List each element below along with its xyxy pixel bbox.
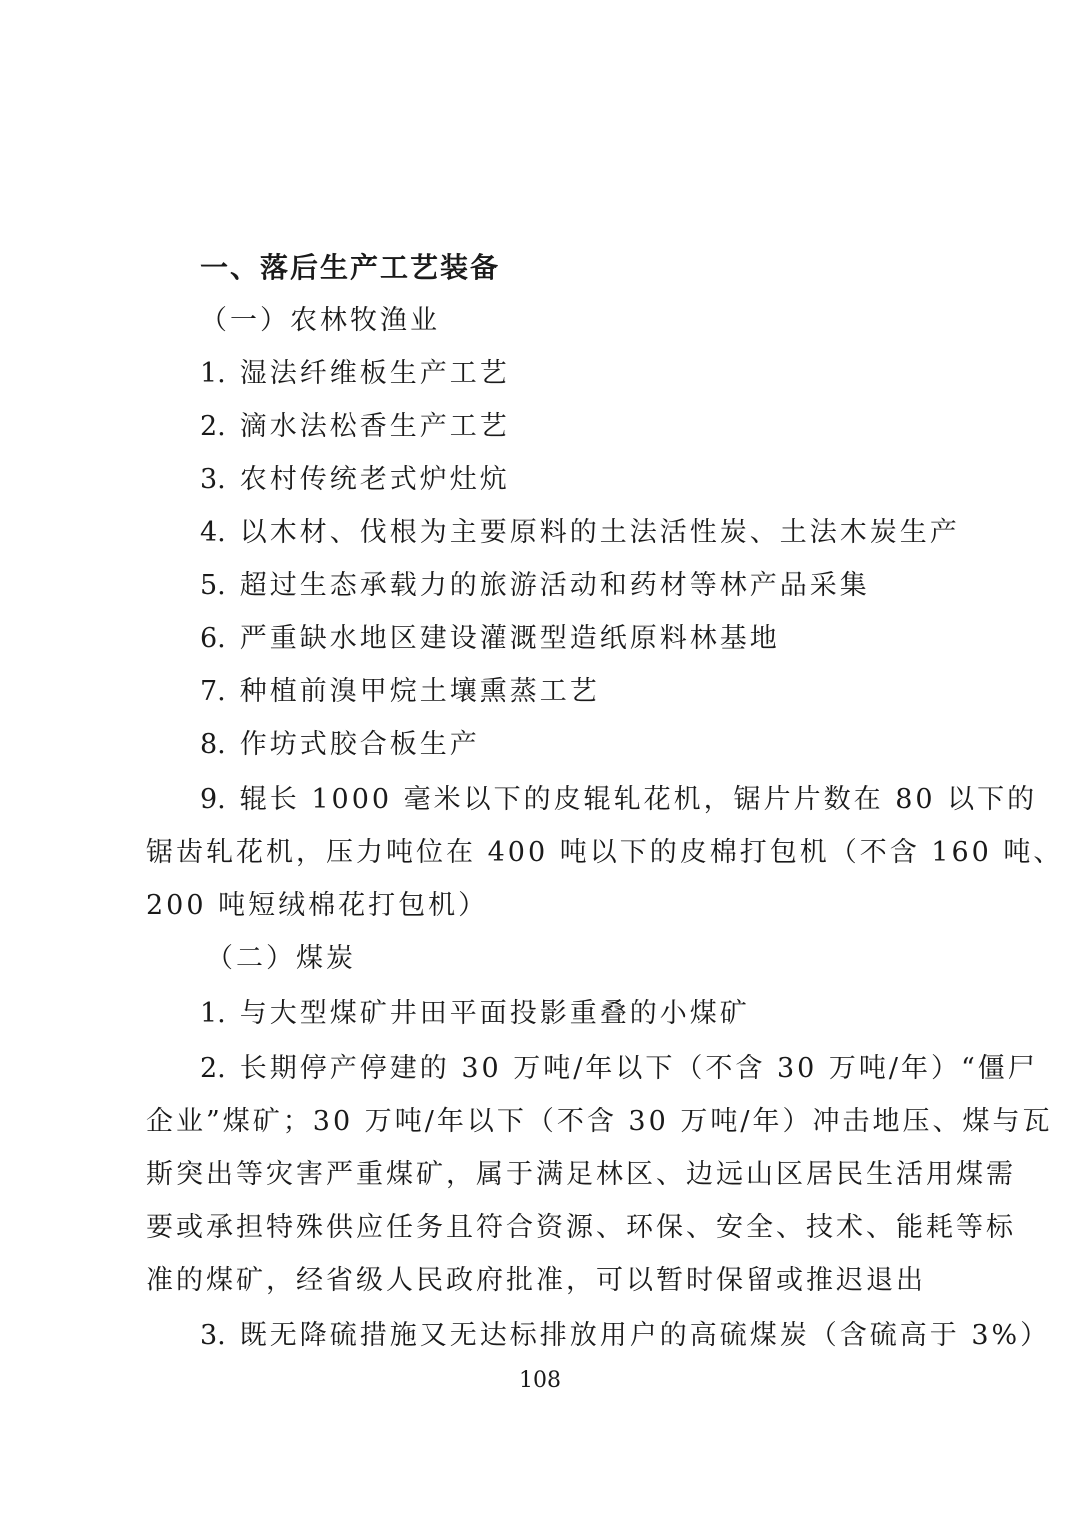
list-item: [200, 356, 510, 392]
list-item-number: 7.: [200, 676, 226, 707]
list-item-number: 8.: [200, 729, 226, 760]
list-item-text: 种植前溴甲烷土壤熏蒸工艺: [239, 676, 600, 707]
list-item-number: 3.: [200, 464, 226, 495]
list-item: [200, 1318, 1051, 1354]
list-item-2-line-3: 斯突出等灾害严重煤矿，属于满足林区、边远山区居民生活用煤需: [146, 1159, 1016, 1190]
list-item: [200, 674, 600, 710]
list-item-text: 农村传统老式炉灶炕: [239, 464, 510, 495]
list-item-text: 辊长 1000 毫米以下的皮辊轧花机，锯片片数在 80 以下的: [239, 784, 1038, 815]
list-item-text: 作坊式胶合板生产: [239, 729, 480, 760]
subsection-title-agriculture: （一）农林牧渔业: [200, 305, 440, 336]
list-item: [200, 568, 870, 604]
list-item-2-line-4: 要或承担特殊供应任务且符合资源、环保、安全、技术、能耗等标: [146, 1212, 1016, 1243]
list-item-9-line-2: 锯齿轧花机，压力吨位在 400 吨以下的皮棉打包机（不含 160 吨、: [146, 837, 1064, 868]
list-item: [200, 462, 510, 498]
section-heading: 一、落后生产工艺装备: [200, 251, 501, 284]
list-item-text: 长期停产停建的 30 万吨/年以下（不含 30 万吨/年）“僵尸: [239, 1053, 1038, 1084]
list-item: [200, 515, 960, 551]
list-item-number: 6.: [200, 623, 226, 654]
list-item-text: 严重缺水地区建设灌溉型造纸原料林基地: [239, 623, 780, 654]
list-item-text: 以木材、伐根为主要原料的土法活性炭、土法木炭生产: [239, 517, 960, 548]
list-item-number: 9.: [200, 784, 226, 815]
list-item-number: 4.: [200, 517, 226, 548]
page-number: 108: [519, 1368, 561, 1393]
list-item-number: 1.: [200, 998, 226, 1029]
list-item-text: 湿法纤维板生产工艺: [239, 358, 510, 389]
list-item-text: 与大型煤矿井田平面投影重叠的小煤矿: [239, 998, 750, 1029]
list-item-2-line-5: 准的煤矿，经省级人民政府批准，可以暂时保留或推迟退出: [146, 1265, 926, 1296]
list-item-text: 滴水法松香生产工艺: [239, 411, 510, 442]
list-item: [200, 409, 510, 445]
list-item-number: 5.: [200, 570, 226, 601]
list-item-9-line-1: [200, 782, 1038, 818]
list-item-2-line-2: 企业”煤矿；30 万吨/年以下（不含 30 万吨/年）冲击地压、煤与瓦: [146, 1106, 1053, 1137]
list-item-number: 2.: [200, 1053, 226, 1084]
list-item-number: 3.: [200, 1320, 226, 1351]
list-item-2-line-1: [200, 1051, 1038, 1087]
list-item: [200, 621, 780, 657]
list-item: [200, 996, 750, 1032]
list-item-text: 既无降硫措施又无达标排放用户的高硫煤炭（含硫高于 3%）: [239, 1320, 1051, 1351]
list-item-text: 超过生态承载力的旅游活动和药材等林产品采集: [239, 570, 870, 601]
list-item-number: 2.: [200, 411, 226, 442]
list-item: [200, 727, 480, 763]
list-item-number: 1.: [200, 358, 226, 389]
list-item-9-line-3: 200 吨短绒棉花打包机）: [146, 890, 489, 921]
subsection-title-coal: （二）煤炭: [206, 943, 356, 974]
